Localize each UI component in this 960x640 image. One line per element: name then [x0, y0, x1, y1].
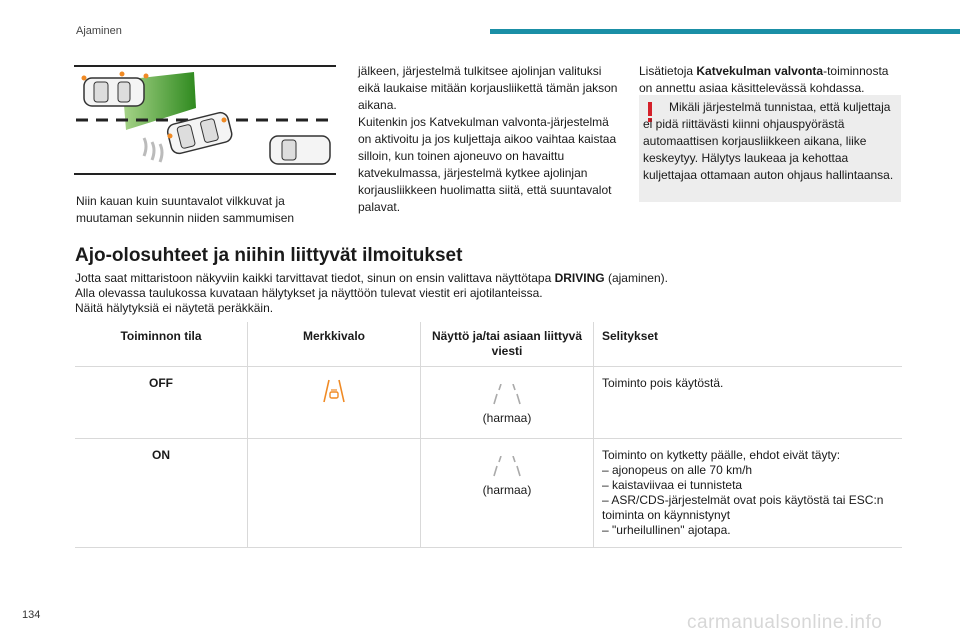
table-row: [75, 439, 902, 548]
column-3-text: [639, 63, 904, 97]
grey-lane-lines-icon: [487, 384, 527, 406]
intro-line-1-end: (ajaminen).: [604, 271, 668, 285]
grey-note: (harmaa): [482, 411, 532, 425]
running-header: Ajaminen: [76, 25, 122, 37]
header-display-message: Näyttö ja/tai asiaan liittyvä viesti: [421, 322, 594, 367]
alerts-table: [75, 322, 902, 548]
explanation-intro: Toiminto on kytketty päälle, ehdot eivät täyty:: [602, 448, 841, 462]
lane-change-illustration: [74, 64, 336, 176]
list-item: – kaistaviivaa ei tunnisteta: [602, 478, 743, 492]
header-accent-bar: [490, 29, 960, 34]
indicator-cell-empty: [248, 439, 421, 548]
warning-text: Mikäli järjestelmä tunnistaa, että kuljettaja ei pidä riittävästi kiinni ohjauspyörästä automaattisen korjausliikkeen aikana, liike keskeytyy. Hälytys laukeaa ja kehottaa kuljettajaa ottamaan auton ohjaus hallintaansa.: [643, 100, 894, 182]
section-title: Ajo-olosuhteet ja niihin liittyvät ilmoitukset: [75, 245, 463, 266]
list-item: – ajonopeus on alle 70 km/h: [602, 463, 753, 477]
list-item: – "urheilullinen" ajotapa.: [602, 523, 731, 537]
header-indicator-lamp: Merkkivalo: [248, 322, 421, 367]
intro-line-3: Näitä hälytyksiä ei näytetä peräkkäin.: [75, 301, 274, 315]
watermark: carmanualsonline.info: [687, 612, 883, 633]
state-on: ON: [75, 439, 248, 548]
grey-lane-lines-icon: [487, 456, 527, 478]
table-row: [75, 367, 902, 439]
header-explanations: Selitykset: [594, 322, 903, 367]
more-info-text-start: Lisätietoja: [639, 64, 697, 78]
page-number: 134: [22, 609, 41, 621]
intro-line-2: Alla olevassa taulukossa kuvataan hälytykset ja näyttöön tulevat viestit eri ajotilanteissa.: [75, 286, 543, 300]
grey-note: (harmaa): [482, 483, 532, 497]
display-cell: [421, 367, 594, 439]
table-header-row: [75, 322, 902, 367]
driving-mode-label: DRIVING: [554, 271, 605, 285]
explanation-on: [594, 439, 903, 548]
warning-box: [639, 95, 901, 202]
header-function-state: Toiminnon tila: [75, 322, 248, 367]
state-off: OFF: [75, 367, 248, 439]
intro-line-1-start: Jotta saat mittaristoon näkyviin kaikki tarvittavat tiedot, sinun on ensin valittava näyttötapa: [75, 271, 555, 285]
illustration-caption: Niin kauan kuin suuntavalot vilkkuvat ja muutaman sekunnin niiden sammumisen: [76, 194, 295, 225]
blind-spot-link-text: Katvekulman valvonta: [696, 64, 824, 78]
display-cell: [421, 439, 594, 548]
more-info-text-end: -toiminnosta on annettu asiaa käsittelevässä kohdassa.: [639, 64, 889, 95]
blind-spot-lane-change-icon: [74, 64, 336, 176]
indicator-cell: [248, 367, 421, 439]
list-item: – ASR/CDS-järjestelmät ovat pois käytöstä tai ESC:n toiminta on käynnistynyt: [602, 493, 884, 522]
column-2-text: jälkeen, järjestelmä tulkitsee ajolinjan valituksi eikä laukaise mitään korjausliikettä tämän jakson aikana. Kuitenkin jos Katvekulman valvonta-järjestelmä on aktivoitu ja jos kuljettaja aikoo vaihtaa kaistaa silloin, kun toinen ajoneuvo on havaittu katvekulmassa, järjestelmä kytkee ajolinjan korjausliikkeen huolimatta siitä, että suuntavalot palavat.: [358, 64, 618, 214]
lane-warning-lamp-icon: [323, 378, 345, 404]
explanation-off: Toiminto pois käytöstä.: [594, 367, 903, 439]
section-intro: [75, 271, 895, 316]
